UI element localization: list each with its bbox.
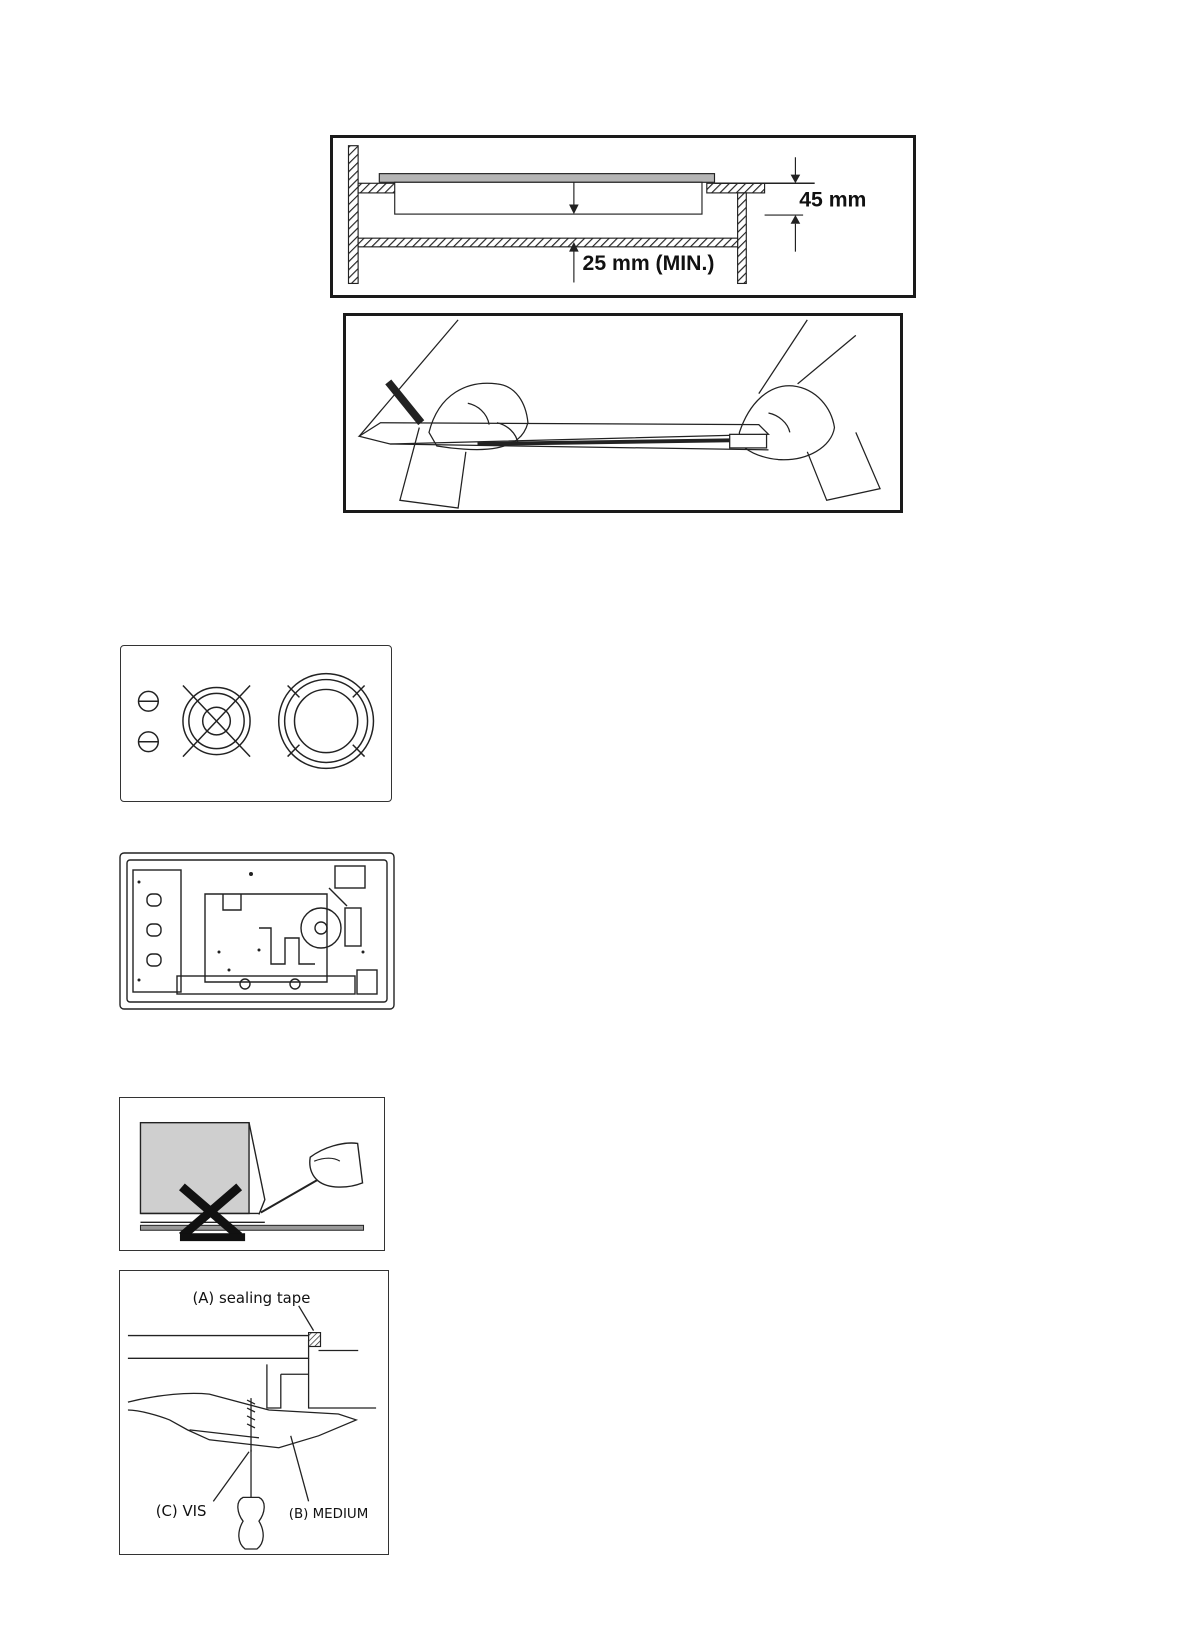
depth-dimension-label: 45 mm (799, 188, 867, 212)
hob-top-view-diagram (120, 645, 392, 802)
seal-warning-illustration (119, 1097, 385, 1251)
sealing-tape-label: (A) sealing tape (192, 1288, 311, 1307)
screw-label: (C) VIS (155, 1502, 207, 1521)
bracket-section-diagram (119, 1270, 389, 1555)
hob-underside-view-diagram (119, 852, 395, 1010)
seal-application-illustration (343, 313, 903, 513)
cutout-section-diagram (330, 135, 916, 298)
bracket-medium-label: (B) MEDIUM (288, 1507, 369, 1523)
clearance-dimension-label: 25 mm (MIN.) (582, 251, 715, 275)
